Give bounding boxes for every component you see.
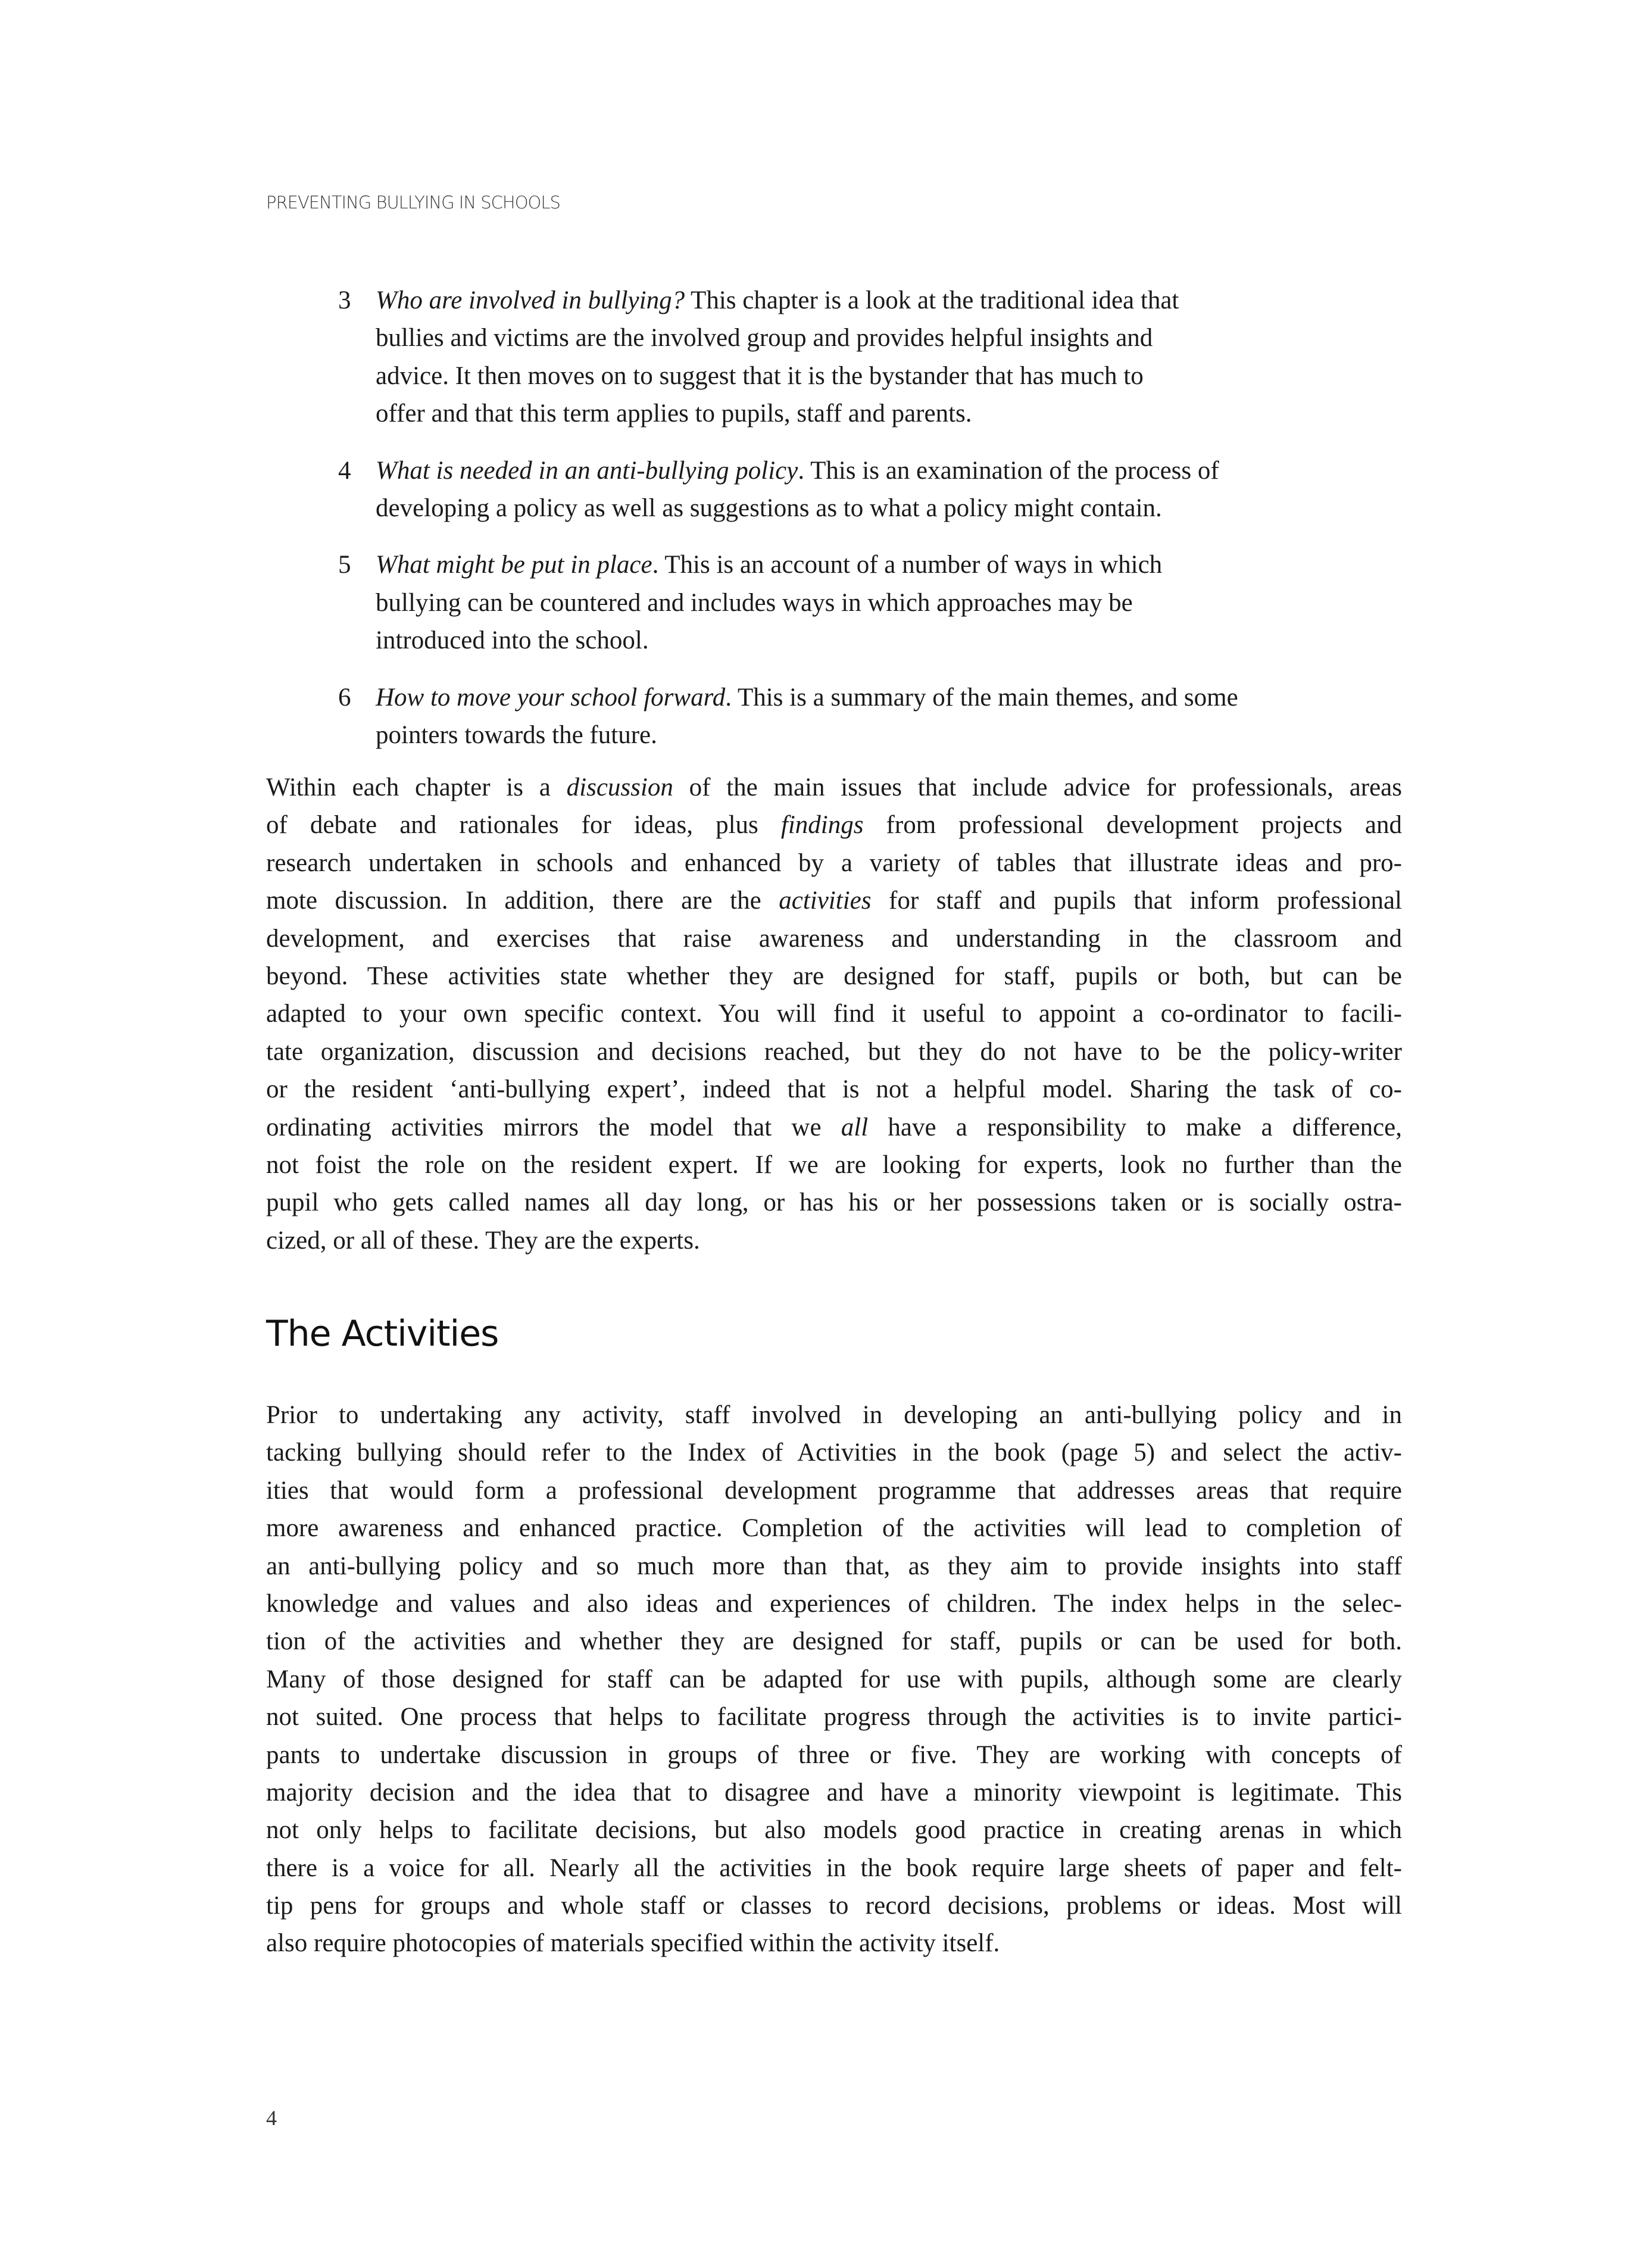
text-line xyxy=(266,806,1402,844)
italic-text: discussion xyxy=(566,773,673,801)
text-line xyxy=(266,1472,1402,1509)
text-line xyxy=(266,1396,1402,1434)
text-span: pointers towards the future. xyxy=(376,720,657,749)
text-span: development, and exercises that raise awareness and understanding in the classroom and xyxy=(266,924,1402,953)
text-line xyxy=(376,489,1357,527)
page-number: 4 xyxy=(266,2106,277,2130)
italic-text: What might be put in place xyxy=(376,551,652,579)
chapter-list-item xyxy=(333,282,1357,433)
chapter-list-item xyxy=(333,452,1357,528)
text-span: not foist the role on the resident expert. If we are looking for experts, look no further than the xyxy=(266,1150,1402,1179)
text-line xyxy=(376,319,1357,357)
text-span: adapted to your own specific context. You will find it useful to appoint a co-ordinator to facili- xyxy=(266,1000,1402,1028)
chapter-number: 6 xyxy=(338,683,351,712)
text-span: ities that would form a professional development programme that addresses areas that require xyxy=(266,1476,1402,1505)
text-line xyxy=(266,1736,1402,1774)
text-span: bullies and victims are the involved group and provides helpful insights and xyxy=(376,324,1153,352)
text-line xyxy=(376,584,1357,622)
text-line xyxy=(266,1434,1402,1471)
text-span: mote discussion. In addition, there are the xyxy=(266,887,779,915)
text-line xyxy=(266,1849,1402,1887)
text-line xyxy=(266,769,1402,806)
italic-text: activities xyxy=(779,887,872,915)
text-span: This chapter is a look at the traditional idea that xyxy=(685,286,1179,314)
text-line xyxy=(266,844,1402,882)
text-line xyxy=(266,1548,1402,1585)
text-span: knowledge and values and also ideas and experiences of children. The index helps in the selec- xyxy=(266,1589,1402,1618)
text-line xyxy=(266,1509,1402,1547)
chapter-list-item xyxy=(333,546,1357,659)
body-paragraph-chapters xyxy=(266,769,1402,1259)
text-line xyxy=(266,957,1402,995)
text-span: Many of those designed for staff can be adapted for use with pupils, although some are clearly xyxy=(266,1665,1402,1693)
chapter-list-item xyxy=(333,679,1357,754)
text-span: offer and that this term applies to pupils, staff and parents. xyxy=(376,400,972,428)
text-span: an anti-bullying policy and so much more than that, as they aim to provide insights into staff xyxy=(266,1552,1402,1580)
text-span: there is a voice for all. Nearly all the activities in the book require large sheets of paper and felt- xyxy=(266,1854,1402,1882)
text-line xyxy=(266,1661,1402,1698)
text-span: . This is a summary of the main themes, and some xyxy=(725,683,1238,712)
text-line xyxy=(266,1887,1402,1924)
text-span: also require photocopies of materials specified within the activity itself. xyxy=(266,1929,1000,1958)
italic-text: What is needed in an anti-bullying policy xyxy=(376,456,798,485)
text-span: pupil who gets called names all day long, or has his or her possessions taken or is socially ostra- xyxy=(266,1188,1402,1217)
text-span: pants to undertake discussion in groups of three or five. They are working with concepts of xyxy=(266,1740,1402,1769)
text-line xyxy=(266,995,1402,1032)
text-line xyxy=(266,1585,1402,1623)
text-span: tion of the activities and whether they are designed for staff, pupils or can be used for both. xyxy=(266,1627,1402,1656)
italic-text: Who are involved in bullying? xyxy=(376,286,685,314)
text-span: have a responsibility to make a difference, xyxy=(868,1113,1403,1141)
text-line xyxy=(266,1184,1402,1221)
chapter-list xyxy=(333,282,1357,773)
text-line xyxy=(376,716,1357,754)
text-line xyxy=(266,1811,1402,1849)
text-line xyxy=(266,1623,1402,1660)
text-line xyxy=(376,395,1357,432)
chapter-number: 3 xyxy=(338,286,351,314)
body-paragraph-activities xyxy=(266,1396,1402,1963)
text-span: ordinating activities mirrors the model that we xyxy=(266,1113,841,1141)
text-span: research undertaken in schools and enhanced by a variety of tables that illustrate ideas and pro- xyxy=(266,848,1402,877)
chapter-number: 5 xyxy=(338,551,351,579)
text-line xyxy=(266,882,1402,919)
text-span: majority decision and the idea that to disagree and have a minority viewpoint is legitimate. This xyxy=(266,1778,1402,1807)
text-span: introduced into the school. xyxy=(376,626,649,655)
section-heading: The Activities xyxy=(266,1313,499,1355)
italic-text: How to move your school forward xyxy=(376,683,726,712)
text-span: beyond. These activities state whether they are designed for staff, pupils or both, but can be xyxy=(266,962,1402,990)
text-span: not suited. One process that helps to facilitate progress through the activities is to invite partici- xyxy=(266,1703,1402,1731)
text-span: not only helps to facilitate decisions, but also models good practice in creating arenas in which xyxy=(266,1816,1402,1845)
text-span: . This is an account of a number of ways in which xyxy=(652,551,1163,579)
text-span: tacking bullying should refer to the Index of Activities in the book (page 5) and select the activ- xyxy=(266,1439,1402,1467)
text-line xyxy=(376,622,1357,659)
text-line xyxy=(266,1222,1402,1259)
text-span: tate organization, discussion and decisions reached, but they do not have to be the policy-writer xyxy=(266,1037,1402,1066)
text-span: . This is an examination of the process of xyxy=(798,456,1219,485)
text-line xyxy=(266,1146,1402,1184)
text-line xyxy=(266,1033,1402,1071)
text-span: of debate and rationales for ideas, plus xyxy=(266,811,781,840)
text-span: bullying can be countered and includes ways in which approaches may be xyxy=(376,588,1133,617)
text-span: for staff and pupils that inform professional xyxy=(871,887,1402,915)
text-span: or the resident ‘anti-bullying expert’, indeed that is not a helpful model. Sharing the task of co- xyxy=(266,1075,1402,1104)
text-line xyxy=(266,920,1402,957)
text-span: Prior to undertaking any activity, staff involved in developing an anti-bullying policy and in xyxy=(266,1401,1402,1429)
italic-text: findings xyxy=(780,811,864,840)
text-span: advice. It then moves on to suggest that it is the bystander that has much to xyxy=(376,361,1144,390)
text-span: developing a policy as well as suggestions as to what a policy might contain. xyxy=(376,494,1162,522)
text-line xyxy=(376,452,1357,489)
text-span: more awareness and enhanced practice. Completion of the activities will lead to completion of xyxy=(266,1514,1402,1543)
text-line xyxy=(266,1774,1402,1811)
text-line xyxy=(376,282,1357,319)
text-line xyxy=(376,679,1357,716)
text-span: of the main issues that include advice for professionals, areas xyxy=(673,773,1403,801)
text-line xyxy=(266,1109,1402,1146)
text-span: tip pens for groups and whole staff or classes to record decisions, problems or ideas. Most will xyxy=(266,1892,1402,1920)
text-line xyxy=(266,1071,1402,1108)
text-line xyxy=(266,1698,1402,1736)
text-line xyxy=(376,357,1357,395)
italic-text: all xyxy=(841,1113,869,1141)
text-span: Within each chapter is a xyxy=(266,773,567,801)
text-span: from professional development projects and xyxy=(863,811,1402,840)
text-line xyxy=(266,1924,1402,1962)
chapter-number: 4 xyxy=(338,456,351,485)
running-head: PREVENTING BULLYING IN SCHOOLS xyxy=(266,192,560,213)
text-line xyxy=(376,546,1357,584)
text-span: cized, or all of these. They are the experts. xyxy=(266,1226,700,1255)
